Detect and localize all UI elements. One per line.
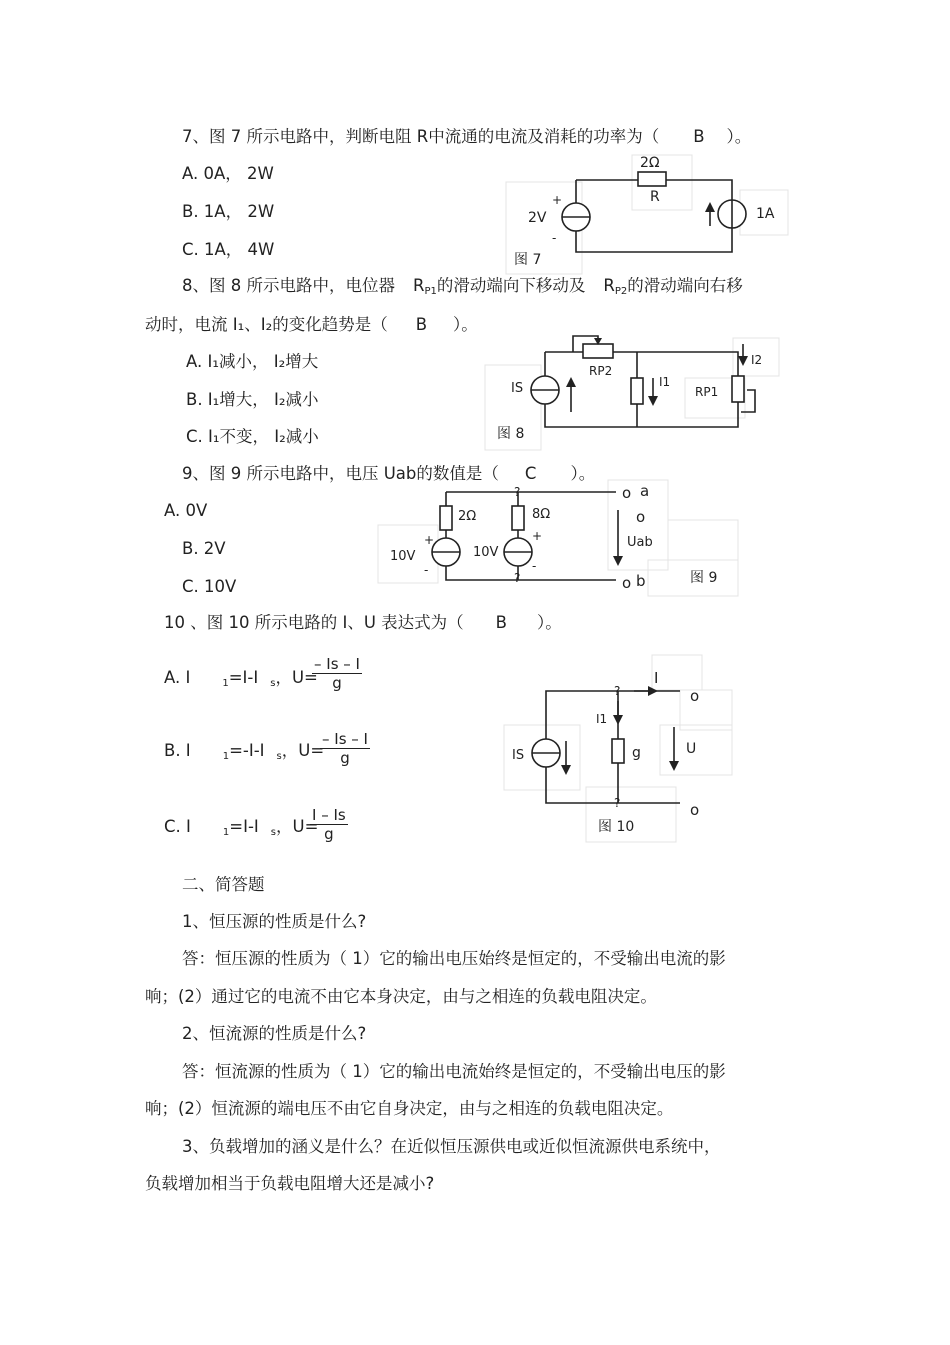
figure-8-circuit	[485, 330, 785, 455]
section2-a1-line1: 答：恒压源的性质为（ 1）它的输出电压始终是恒定的，不受输出电流的影	[182, 949, 726, 968]
q10-option-b: B. I $_1$=-I-I $_s$，U=	[164, 741, 325, 762]
fig10-g: g	[632, 745, 641, 761]
svg-text:-: -	[424, 563, 429, 577]
q9-option-b: B. 2V	[182, 539, 226, 558]
fig10-i1: I1	[596, 712, 608, 726]
section2-q1: 1、恒压源的性质是什么?	[182, 912, 367, 931]
svg-text:o: o	[636, 508, 646, 526]
section2-a2-line2: 响；(2）恒流源的端电压不由它自身决定，由与之相连的负载电阻决定。	[145, 1099, 674, 1118]
fig7-caption: 图 7	[514, 252, 542, 268]
section2-q2: 2、恒流源的性质是什么?	[182, 1024, 367, 1043]
resistor-branch-i1	[631, 378, 643, 404]
fig8-rp1: RP1	[695, 385, 719, 399]
q8-option-b: B. I₁增大， I₂减小	[186, 390, 319, 409]
resistor-r	[638, 172, 666, 186]
svg-text:+: +	[532, 529, 543, 543]
q9-option-c: C. 10V	[182, 577, 237, 596]
q9-option-a: A. 0V	[164, 501, 208, 520]
fig7-v-source: 2V	[528, 210, 547, 226]
q7-answer: B	[693, 127, 705, 146]
fig7-i-source: 1A	[756, 206, 775, 222]
fig10-u: U	[686, 741, 697, 757]
svg-text:o: o	[690, 687, 700, 705]
svg-text:-: -	[552, 231, 557, 245]
q10-option-b-fraction: $\frac{- Is - I}{g}$	[322, 730, 368, 767]
q10-option-a-fraction: $\frac{- Is - I}{g}$	[314, 655, 360, 692]
q9-answer: C	[524, 464, 537, 483]
q7-stem: 7、图 7 所示电路中，判断电阻 R中流通的电流及消耗的功率为（ B ）。	[182, 127, 752, 146]
svg-text:?: ?	[614, 684, 621, 698]
q7-option-b: B. 1A， 2W	[182, 202, 275, 221]
fig9-v2: 10V	[473, 545, 499, 560]
fig8-rp2: RP2	[589, 364, 613, 378]
q7-option-c: C. 1A， 4W	[182, 240, 275, 259]
q10-option-c: C. I $_1$=I-I $_s$，U=	[164, 817, 319, 838]
section2-a2-line1: 答：恒流源的性质为（ 1）它的输出电流始终是恒定的，不受输出电压的影	[182, 1062, 726, 1081]
section2-q3-line1: 3、负载增加的涵义是什么？在近似恒压源供电或近似恒流源供电系统中，	[182, 1137, 721, 1156]
svg-text:?: ?	[514, 485, 521, 499]
svg-text:o: o	[622, 574, 632, 592]
q10-option-a: A. I $_1$=I-I $_s$，U=	[164, 668, 318, 689]
fig7-r-value: 2Ω	[640, 155, 660, 171]
q8-answer: B	[415, 315, 428, 334]
fig9-v1: 10V	[390, 549, 416, 564]
fig9-caption: 图 9	[690, 570, 718, 586]
fig9-node-a: a	[640, 482, 650, 500]
section2-a1-line2: 响；(2）通过它的电流不由它本身决定，由与之相连的负载电阻决定。	[145, 987, 657, 1006]
q9-stem: 9、图 9 所示电路中，电压 Uab的数值是（ C ）。	[182, 464, 596, 483]
figure-7-circuit	[500, 150, 800, 275]
q8-stem-line1: 8、图 8 所示电路中，电位器 $R_{P1}$的滑动端向下移动及 $R_{P2}$的滑动端向右移	[182, 276, 743, 297]
q8-option-c: C. I₁不变， I₂减小	[186, 427, 319, 446]
fig9-r2: 8Ω	[532, 507, 551, 522]
svg-text:-: -	[532, 559, 537, 573]
q10-option-c-fraction: $\frac{I - Is}{g}$	[312, 806, 346, 843]
conductance-g	[612, 739, 624, 763]
fig8-is: IS	[511, 381, 524, 396]
q10-answer: B	[495, 613, 507, 632]
fig10-caption: 图 10	[598, 819, 635, 835]
resistor-8ohm	[512, 506, 524, 530]
fig9-node-b: b	[636, 572, 646, 590]
fig8-caption: 图 8	[497, 426, 525, 442]
svg-text:?: ?	[514, 571, 521, 585]
fig8-i2: I2	[751, 353, 763, 367]
section2-title: 二、简答题	[182, 875, 265, 894]
fig9-uab: Uab	[627, 535, 653, 550]
svg-text:o: o	[622, 484, 632, 502]
svg-text:?: ?	[614, 796, 621, 810]
potentiometer-rp2	[583, 344, 613, 358]
section2-q3-line2: 负载增加相当于负载电阻增大还是减小?	[145, 1174, 435, 1193]
fig7-r-label: R	[650, 189, 660, 205]
svg-text:+: +	[424, 533, 435, 547]
fig8-i1: I1	[659, 375, 671, 389]
resistor-2ohm	[440, 506, 452, 530]
q7-option-a: A. 0A， 2W	[182, 164, 274, 183]
q8-stem-line2: 动时，电流 I₁、I₂的变化趋势是（ B ）。	[145, 315, 478, 334]
potentiometer-rp1	[732, 376, 744, 402]
fig10-is: IS	[512, 748, 525, 763]
svg-text:+: +	[552, 193, 563, 207]
q10-stem: 10 、图 10 所示电路的 I、U 表达式为（ B ）。	[164, 613, 562, 632]
svg-text:o: o	[690, 801, 700, 819]
figure-10-circuit	[500, 655, 740, 845]
q8-option-a: A. I₁减小， I₂增大	[186, 352, 319, 371]
fig10-i: I	[654, 669, 659, 687]
fig9-r1: 2Ω	[458, 509, 477, 524]
figure-9-circuit	[378, 470, 748, 605]
